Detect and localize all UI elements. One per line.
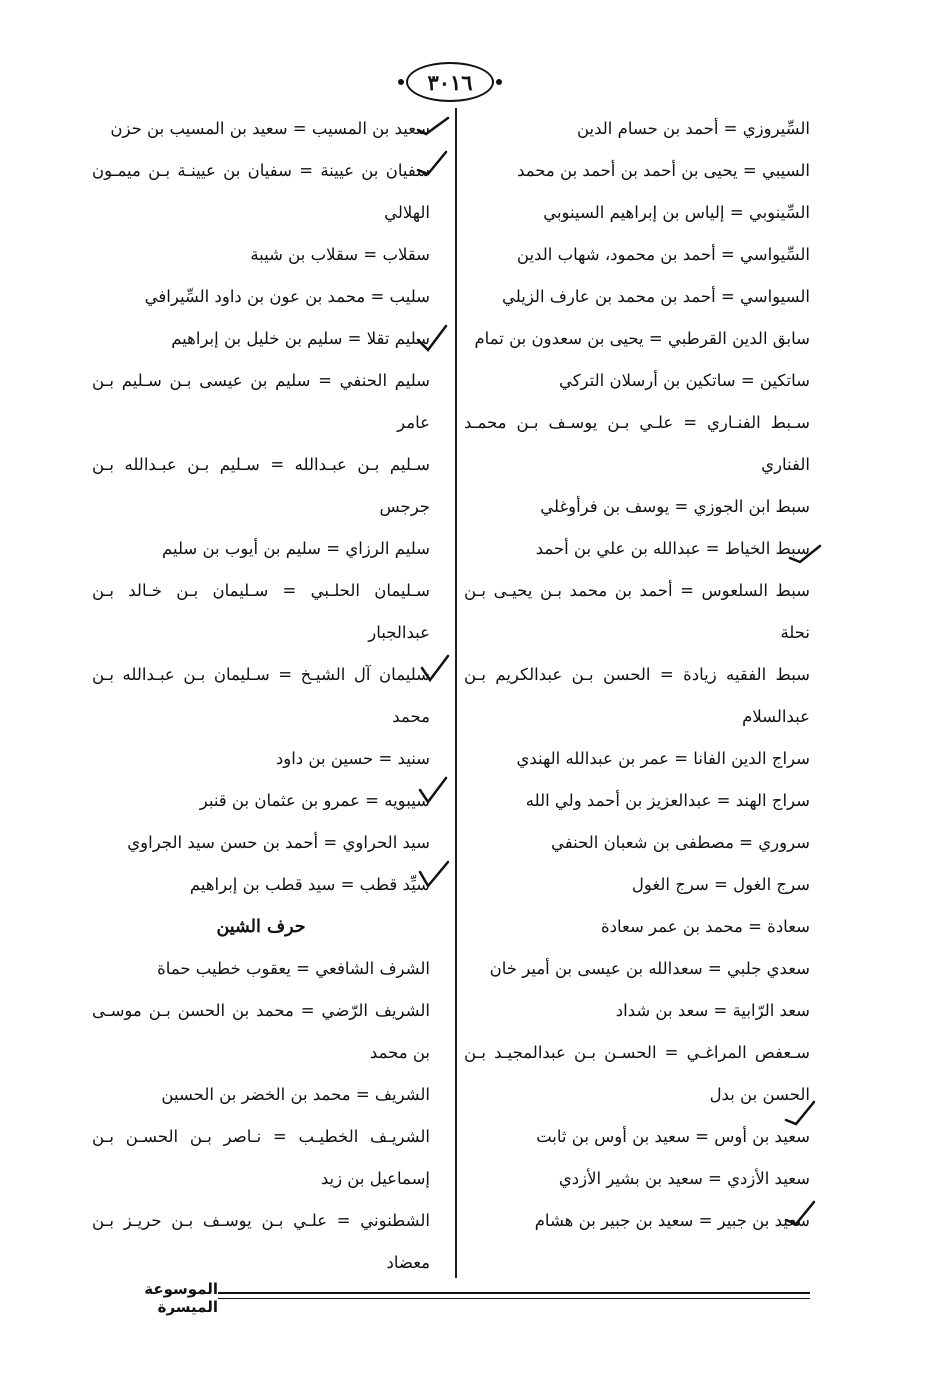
entry-line-continuation: عبدالسلام (742, 707, 810, 726)
entry-line: سعيد بن المسيب = سعيد بن المسيب بن حزن (110, 119, 430, 138)
entry-line: السِّيروزي = أحمد بن حسام الدين (576, 119, 810, 138)
entry-line: سليم الرزاي = سليم بن أيوب بن سليم (161, 539, 430, 558)
entry-line-continuation: عبدالجبار (368, 623, 430, 642)
entry-line: سراج الهند = عبدالعزيز بن أحمد ولي الله (525, 791, 810, 810)
entry-line-continuation: الهلالي (384, 203, 430, 222)
entry-line-continuation: الفناري (761, 455, 810, 474)
entry-line: سعيد بن جبير = سعيد بن جبير بن هشام (534, 1211, 810, 1230)
footer-title: الموسوعة الميسرة (144, 1280, 218, 1316)
entry-line: سبط الفقيه زيادة = الحسن بـن عبدالكريم بـن (464, 665, 810, 684)
handwritten-check-icon (418, 778, 452, 804)
section-heading: حرف الشين (216, 917, 306, 937)
handwritten-check-icon (784, 1200, 818, 1226)
entry-line: سـليمان الحلـبي = سـليمان بـن خـالد بـن (92, 581, 430, 600)
entry-line: سبط الخياط = عبدالله بن علي بن أحمد (535, 539, 810, 558)
entry-line: الشريف = محمد بن الخضر بن الحسين (161, 1085, 430, 1104)
entry-line: السيواسي = أحمد بن محمد بن عارف الزيلي (502, 287, 810, 306)
entry-line: السِّيواسي = أحمد بن محمود، شهاب الدين (516, 245, 810, 264)
entry-line-continuation: نحلة (780, 623, 810, 642)
entry-line: سليم الحنفي = سليم بن عيسى بـن سـليم بـن (92, 371, 430, 390)
entry-line: سليب = محمد بن عون بن داود السِّيرافي (144, 287, 430, 306)
entry-line-continuation: إسماعيل بن زيد (320, 1169, 430, 1188)
entry-line: سيبويه = عمرو بن عثمان بن قنبر (199, 791, 430, 810)
entry-line: سليمان آل الشيـخ = سـليمان بـن عبـدالله بـن (92, 665, 430, 684)
handwritten-check-icon (416, 326, 450, 352)
entry-line: الشريـف الخطيـب = نـاصر بـن الحسـن بـن (92, 1127, 430, 1146)
entry-line: سـليم بـن عبـدالله = سـليم بـن عبـدالله بـن (92, 455, 430, 474)
left-column (92, 108, 430, 1284)
column-divider (455, 108, 457, 1278)
handwritten-check-icon (788, 538, 822, 564)
entry-line: سابق الدين القرطبي = يحيى بن سعدون بن تمام (474, 329, 810, 348)
entry-line: ساتكين = ساتكين بن أرسلان التركي (558, 371, 810, 390)
handwritten-check-icon (418, 862, 452, 888)
entry-line: الشرف الشافعي = يعقوب خطيب حماة (157, 959, 430, 978)
handwritten-check-icon (416, 150, 450, 176)
entry-line: سعيد بن أوس = سعيد بن أوس بن ثابت (536, 1127, 810, 1146)
handwritten-check-icon (784, 1100, 818, 1126)
entry-line-continuation: بن محمد (369, 1043, 430, 1062)
entry-line: الشطنوني = علـي بـن يوسـف بـن حريـز بـن (92, 1211, 430, 1230)
entry-line-continuation: جرجس (379, 497, 430, 516)
page-number: ٣٠١٦ (406, 62, 494, 102)
entry-line: سبط ابن الجوزي = يوسف بن فرأوغلي (540, 497, 810, 516)
handwritten-check-icon (420, 656, 454, 682)
entry-line-continuation: محمد (392, 707, 430, 726)
entry-line-continuation: الحسن بن بدل (709, 1085, 810, 1104)
entry-line-continuation: معضاد (386, 1253, 430, 1272)
entry-line: سراج الدين الفانا = عمر بن عبدالله الهندي (516, 749, 810, 768)
entry-line: سيد الحراوي = أحمد بن حسن سيد الجراوي (127, 833, 430, 852)
entry-line: سليم تقلا = سليم بن خليل بن إبراهيم (171, 329, 430, 348)
entry-line: سعد الرّابية = سعد بن شداد (615, 1001, 810, 1020)
entry-line: سيِّد قطب = سيد قطب بن إبراهيم (189, 875, 430, 894)
entry-line: سـبط الفنـاري = علـي بـن يوسـف بـن محمـد (464, 413, 810, 432)
entry-line: سروري = مصطفى بن شعبان الحنفي (550, 833, 810, 852)
entry-line: سنيد = حسين بن داود (275, 749, 430, 768)
entry-line: الشريف الرّضي = محمد بن الحسن بـن موسـى (92, 1001, 430, 1020)
entry-line: سعادة = محمد بن عمر سعادة (601, 917, 810, 936)
entry-line: سقلاب = سقلاب بن شيبة (250, 245, 430, 264)
entry-line: سرج الغول = سرج الغول (631, 875, 810, 894)
entry-line: سفيان بن عيينة = سفيان بن عيينـة بـن ميمـون (92, 161, 430, 180)
right-column (464, 108, 810, 1242)
entry-line: السيبي = يحيى بن أحمد بن أحمد بن محمد (517, 161, 810, 180)
entry-line: سعدي جلبي = سعدالله بن عيسى بن أمير خان (489, 959, 810, 978)
entry-line-continuation: عامر (397, 413, 430, 432)
entry-line: سبط السلعوس = أحمد بن محمد بـن يحيـى بـن (464, 581, 810, 600)
handwritten-check-icon (416, 112, 450, 138)
entry-line: سعيد الأزدي = سعيد بن بشير الأزدي (558, 1169, 810, 1188)
entry-line: السِّينوبي = إلياس بن إبراهيم السينوبي (543, 203, 810, 222)
footer-rule (218, 1292, 810, 1299)
entry-line: سـعفص المراغـي = الحسـن بـن عبدالمجيـد بـن (464, 1043, 810, 1062)
